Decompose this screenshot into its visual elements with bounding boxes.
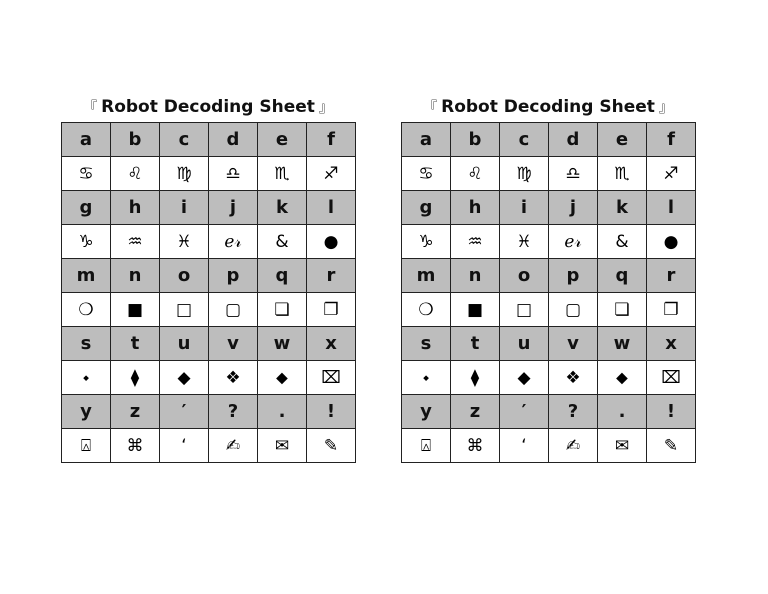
symbol-cell: [598, 225, 647, 259]
letter-cell: j: [549, 191, 598, 225]
letter-cell: ?: [549, 395, 598, 429]
symbol-cell: [647, 293, 696, 327]
letter-cell: h: [451, 191, 500, 225]
cipher-symbol: ‘: [521, 435, 527, 456]
cipher-symbol: ✉: [614, 435, 630, 456]
cipher-symbol: ✎: [323, 435, 339, 456]
symbol-cell: [500, 225, 549, 259]
letter-cell: ?: [209, 395, 258, 429]
cipher-symbol: &: [275, 231, 289, 252]
symbol-cell: [500, 157, 549, 191]
letter-cell: y: [62, 395, 111, 429]
symbol-cell: [62, 429, 111, 463]
cipher-symbol: ‘: [181, 435, 187, 456]
letter-cell: .: [598, 395, 647, 429]
symbol-cell: [307, 225, 356, 259]
letter-cell: m: [402, 259, 451, 293]
cipher-symbol: ✍: [225, 435, 241, 456]
symbol-cell: [598, 361, 647, 395]
symbol-cell: [258, 225, 307, 259]
letter-cell: i: [500, 191, 549, 225]
cipher-symbol: ♎: [225, 163, 241, 184]
symbol-cell: [451, 429, 500, 463]
symbol-cell: [307, 157, 356, 191]
letter-cell: s: [62, 327, 111, 361]
symbol-cell: [500, 429, 549, 463]
cipher-symbol: ♎: [565, 163, 581, 184]
cipher-symbol: ✎: [663, 435, 679, 456]
cipher-symbol: ◆: [517, 367, 531, 388]
letter-cell: x: [647, 327, 696, 361]
cipher-symbol: ♏: [614, 163, 630, 184]
letter-cell: c: [160, 123, 209, 157]
letter-cell: m: [62, 259, 111, 293]
cipher-symbol: ⬥: [616, 367, 628, 388]
symbol-cell: [62, 293, 111, 327]
symbol-cell: [402, 429, 451, 463]
cipher-symbol: ♍: [176, 163, 192, 184]
letter-cell: u: [500, 327, 549, 361]
symbol-cell: [598, 157, 647, 191]
symbol-cell: [451, 225, 500, 259]
cipher-symbol: &: [615, 231, 629, 252]
letter-cell: q: [258, 259, 307, 293]
letter-cell: k: [598, 191, 647, 225]
letter-cell: g: [402, 191, 451, 225]
cipher-symbol: ⬩: [422, 367, 430, 388]
letter-cell: a: [62, 123, 111, 157]
symbol-cell: [160, 225, 209, 259]
cipher-symbol: ⌧: [661, 367, 681, 388]
cipher-symbol: ♒: [467, 231, 483, 252]
cipher-symbol: ♒: [127, 231, 143, 252]
letter-cell: z: [451, 395, 500, 429]
symbol-cell: [598, 293, 647, 327]
symbol-cell: [647, 225, 696, 259]
cipher-symbol: ♓: [516, 231, 532, 252]
cipher-symbol: ❖: [565, 367, 581, 388]
letter-cell: p: [209, 259, 258, 293]
letter-cell: n: [111, 259, 160, 293]
symbol-cell: [402, 225, 451, 259]
cipher-symbol: ❖: [225, 367, 241, 388]
cipher-symbol: ⌧: [321, 367, 341, 388]
letter-cell: o: [160, 259, 209, 293]
symbol-cell: [451, 293, 500, 327]
symbol-cell: [111, 429, 160, 463]
symbol-cell: [209, 157, 258, 191]
cipher-symbol: ❏: [614, 299, 630, 320]
letter-cell: r: [307, 259, 356, 293]
symbol-cell: [402, 157, 451, 191]
letter-cell: v: [209, 327, 258, 361]
letter-cell: f: [647, 123, 696, 157]
cipher-table: [401, 122, 696, 463]
symbol-cell: [209, 293, 258, 327]
letter-cell: s: [402, 327, 451, 361]
symbol-cell: [62, 225, 111, 259]
symbol-cell: [209, 429, 258, 463]
decoding-sheet-left: [61, 92, 355, 463]
cipher-symbol: ▢: [224, 299, 242, 320]
letter-cell: h: [111, 191, 160, 225]
letter-cell: t: [451, 327, 500, 361]
symbol-cell: [549, 225, 598, 259]
cipher-symbol: ▢: [564, 299, 582, 320]
symbol-cell: [160, 429, 209, 463]
letter-cell: e: [598, 123, 647, 157]
letter-cell: .: [258, 395, 307, 429]
symbol-cell: [111, 225, 160, 259]
cipher-symbol: ℯ𝓇: [564, 231, 582, 252]
letter-cell: q: [598, 259, 647, 293]
title-close-bracket: 』: [658, 100, 673, 116]
cipher-symbol: ⌘: [126, 435, 144, 456]
letter-cell: v: [549, 327, 598, 361]
symbol-cell: [647, 429, 696, 463]
symbol-cell: [647, 361, 696, 395]
letter-cell: l: [307, 191, 356, 225]
cipher-symbol: ⬥: [276, 367, 288, 388]
letter-cell: !: [647, 395, 696, 429]
symbol-cell: [258, 157, 307, 191]
symbol-cell: [209, 361, 258, 395]
symbol-cell: [549, 429, 598, 463]
letter-cell: n: [451, 259, 500, 293]
cipher-symbol: ⧫: [130, 367, 140, 388]
cipher-symbol: ❐: [323, 299, 339, 320]
symbol-cell: [209, 225, 258, 259]
symbol-cell: [258, 429, 307, 463]
symbol-cell: [160, 157, 209, 191]
cipher-symbol: □: [515, 299, 533, 320]
cipher-symbol: ■: [466, 299, 484, 320]
letter-cell: g: [62, 191, 111, 225]
cipher-symbol: ♐: [323, 163, 339, 184]
cipher-symbol: ♍: [516, 163, 532, 184]
letter-cell: e: [258, 123, 307, 157]
cipher-symbol: ❍: [78, 299, 94, 320]
cipher-symbol: ●: [663, 231, 679, 252]
symbol-cell: [111, 157, 160, 191]
symbol-cell: [111, 361, 160, 395]
letter-cell: p: [549, 259, 598, 293]
letter-cell: o: [500, 259, 549, 293]
letter-cell: d: [209, 123, 258, 157]
symbol-cell: [549, 157, 598, 191]
symbol-cell: [451, 157, 500, 191]
letter-cell: f: [307, 123, 356, 157]
cipher-symbol: ♋: [78, 163, 94, 184]
symbol-cell: [500, 361, 549, 395]
cipher-symbol: ❐: [663, 299, 679, 320]
cipher-symbol: ⌘: [466, 435, 484, 456]
cipher-symbol: ♑: [418, 231, 434, 252]
cipher-symbol: ⍓: [420, 435, 432, 456]
cipher-symbol: ◆: [177, 367, 191, 388]
cipher-symbol: ℯ𝓇: [224, 231, 242, 252]
cipher-symbol: ♋: [418, 163, 434, 184]
cipher-symbol: ♐: [663, 163, 679, 184]
title-open-bracket: 『: [83, 100, 98, 116]
letter-cell: t: [111, 327, 160, 361]
cipher-symbol: ❏: [274, 299, 290, 320]
symbol-cell: [258, 361, 307, 395]
letter-cell: !: [307, 395, 356, 429]
cipher-symbol: ⍓: [80, 435, 92, 456]
cipher-symbol: ♑: [78, 231, 94, 252]
cipher-symbol: ♌: [127, 163, 143, 184]
cipher-table: [61, 122, 356, 463]
cipher-symbol: ■: [126, 299, 144, 320]
symbol-cell: [62, 361, 111, 395]
cipher-symbol: ⧫: [470, 367, 480, 388]
title-text: Robot Decoding Sheet: [441, 97, 655, 117]
letter-cell: k: [258, 191, 307, 225]
symbol-cell: [160, 293, 209, 327]
cipher-symbol: ♓: [176, 231, 192, 252]
letter-cell: u: [160, 327, 209, 361]
cipher-symbol: ⬩: [82, 367, 90, 388]
letter-cell: w: [598, 327, 647, 361]
symbol-cell: [307, 293, 356, 327]
title-open-bracket: 『: [423, 100, 438, 116]
cipher-symbol: ✍: [565, 435, 581, 456]
letter-cell: b: [451, 123, 500, 157]
symbol-cell: [62, 157, 111, 191]
sheet-title: [61, 92, 355, 122]
symbol-cell: [549, 293, 598, 327]
letter-cell: i: [160, 191, 209, 225]
title-close-bracket: 』: [318, 100, 333, 116]
letter-cell: a: [402, 123, 451, 157]
cipher-symbol: ♏: [274, 163, 290, 184]
title-text: Robot Decoding Sheet: [101, 97, 315, 117]
letter-cell: j: [209, 191, 258, 225]
cipher-symbol: ✉: [274, 435, 290, 456]
cipher-symbol: ♌: [467, 163, 483, 184]
symbol-cell: [160, 361, 209, 395]
letter-cell: w: [258, 327, 307, 361]
symbol-cell: [598, 429, 647, 463]
cipher-symbol: ●: [323, 231, 339, 252]
cipher-symbol: ❍: [418, 299, 434, 320]
sheet-title: [401, 92, 695, 122]
symbol-cell: [258, 293, 307, 327]
letter-cell: b: [111, 123, 160, 157]
letter-cell: z: [111, 395, 160, 429]
symbol-cell: [647, 157, 696, 191]
letter-cell: x: [307, 327, 356, 361]
letter-cell: r: [647, 259, 696, 293]
symbol-cell: [500, 293, 549, 327]
letter-cell: d: [549, 123, 598, 157]
symbol-cell: [451, 361, 500, 395]
letter-cell: l: [647, 191, 696, 225]
symbol-cell: [307, 429, 356, 463]
letter-cell: ′: [500, 395, 549, 429]
letter-cell: c: [500, 123, 549, 157]
symbol-cell: [549, 361, 598, 395]
decoding-sheet-right: [401, 92, 695, 463]
letter-cell: ′: [160, 395, 209, 429]
symbol-cell: [307, 361, 356, 395]
symbol-cell: [111, 293, 160, 327]
symbol-cell: [402, 293, 451, 327]
symbol-cell: [402, 361, 451, 395]
letter-cell: y: [402, 395, 451, 429]
cipher-symbol: □: [175, 299, 193, 320]
